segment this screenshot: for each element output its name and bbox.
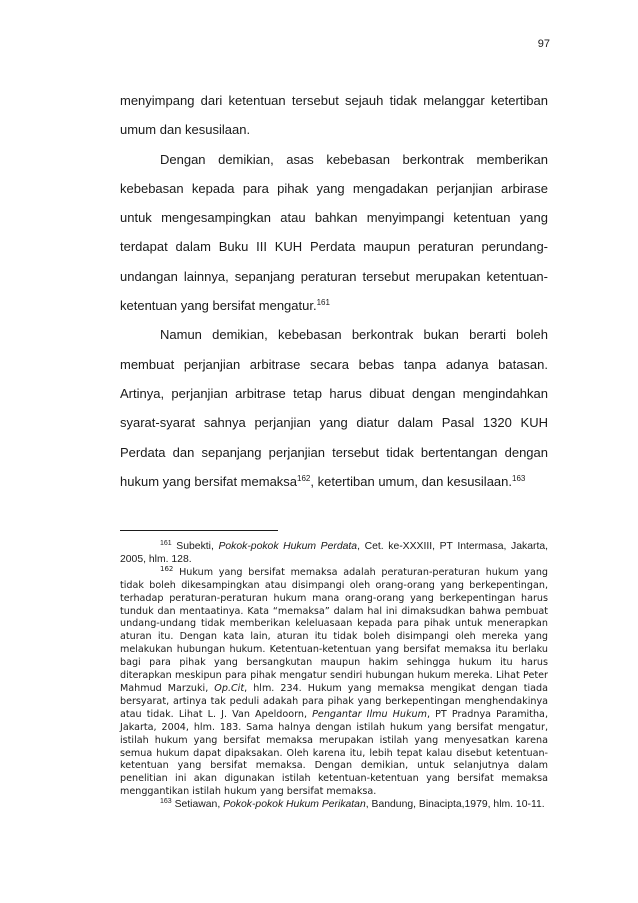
- paragraph-3-text-b: , ketertiban umum, dan kesusilaan.: [310, 473, 512, 489]
- footnote-162: [120, 564, 548, 799]
- footnote-text: , PT Pradnya Paramitha, Jakarta, 2004, hlm. 183. Sama halnya dengan istilah hukum yang bersifat mengatur, istilah hukum yang bersifat memaksa merupakan istilah yang menyesatkan karena semua hukum dapat dipaksakan. Oleh karena itu, lebih tepat kalau disebut ketentuan-ketentuan yang bersifat memaksa. Dengan demikian, untuk selanjutnya dalam penelitian ini akan digunakan istilah ketentuan-ketentuan yang bersifat memaksa menggantikan istilah hukum yang bersifat memaksa.: [120, 708, 548, 798]
- footnote-ref-162[interactable]: 162: [297, 473, 311, 483]
- footnote-161: [120, 541, 548, 567]
- footnote-text: , Bandung, Binacipta,1979, hlm. 10-11.: [365, 799, 545, 811]
- footnote-number: 161: [160, 540, 172, 547]
- footnote-book-title: Pokok-pokok Hukum Perdata: [218, 541, 358, 552]
- footnote-number: 162: [160, 564, 174, 573]
- footnote-ref-163[interactable]: 163: [512, 473, 526, 483]
- paragraph-1: [120, 86, 548, 145]
- footnote-citation: Op.Cit: [214, 682, 245, 694]
- page-number: 97: [537, 38, 550, 50]
- footnote-ref-161[interactable]: 161: [316, 298, 330, 308]
- paragraph-3-text-a: Namun demikian, kebebasan berkontrak bukan berarti boleh membuat perjanjian arbitrase secara bebas tanpa adanya batasan. Artinya, perjanjian arbitrase tetap harus dibuat dengan mengindahkan syarat-syarat sahnya perjanjian yang diatur dalam Pasal 1320 KUH Perdata dan sepanjang perjanjian tersebut tidak bertentangan dengan hukum yang bersifat memaksa: [120, 327, 548, 489]
- footnote-separator: [120, 530, 278, 531]
- paragraph-1-text: menyimpang dari ketentuan tersebut sejauh tidak melanggar ketertiban umum dan kesusilaan.: [120, 93, 548, 138]
- footnote-text: Subekti,: [171, 541, 219, 552]
- footnote-text: Setiawan,: [171, 799, 224, 811]
- footnote-book-title: Pokok-pokok Hukum Perikatan: [223, 799, 366, 811]
- footnotes: [120, 541, 548, 812]
- footnote-text: , Cet. ke-XXXIII, PT Intermasa, Jakarta, 2005, hlm. 128.: [120, 541, 548, 565]
- paragraph-2: [120, 145, 548, 321]
- footnote-book-title: Pengantar Ilmu Hukum: [312, 708, 427, 720]
- footnote-163: [120, 799, 548, 812]
- footnote-number: 163: [160, 798, 172, 806]
- paragraph-3: [120, 320, 548, 496]
- footnote-text: Hukum yang bersifat memaksa adalah peraturan-peraturan hukum yang tidak boleh dikesampingkan atau disimpangi oleh orang-orang yang berkepentingan, terhadap peraturan-peraturan hukum mana orang-orang yang berkepentingan harus tunduk dan mentaatinya. Kata “memaksa” dalam hal ini dimaksudkan bahwa pembuat undang-undang tidak memberikan keleluasaan kepada para pihak untuk menerapkan aturan itu. Dengan kata lain, aturan itu tidak boleh disimpangi oleh mereka yang melakukan hubungan hukum. Ketentuan-ketentuan yang bersifat memaksa itu berlaku bagi para pihak yang bersangkutan maupun hakim sehingga hukum itu harus diterapkan meskipun para pihak mengatur sendiri hubungan hukum mereka. Lihat Peter Mahmud Marzuki,: [120, 566, 548, 694]
- paragraph-2-text: Dengan demikian, asas kebebasan berkontrak memberikan kebebasan kepada para pihak yang mengadakan perjanjian arbirase untuk mengesampingkan atau bahkan menyimpangi ketentuan yang terdapat dalam Buku III KUH Perdata maupun peraturan perundang-undangan lainnya, sepanjang peraturan tersebut merupakan ketentuan-ketentuan yang bersifat mengatur.: [120, 151, 548, 314]
- footnote-text: , hlm. 234. Hukum yang memaksa mengikat dengan tiada bersyarat, artinya tak peduli adakah para pihak yang berkepentingan menghendakinya atau tidak. Lihat L. J. Van Apeldoorn,: [120, 682, 548, 720]
- main-text: [120, 86, 548, 496]
